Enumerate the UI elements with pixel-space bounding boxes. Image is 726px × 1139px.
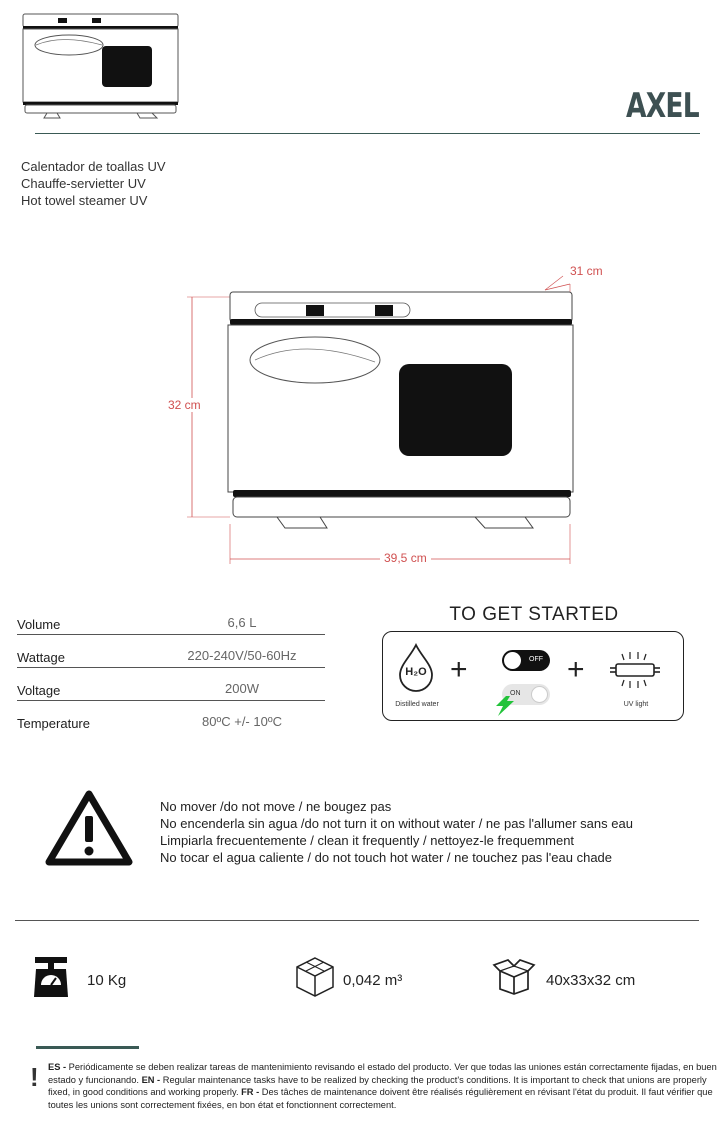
spec-row-temperature bbox=[17, 710, 325, 733]
spec-row-wattage bbox=[17, 644, 325, 668]
uv-label: UV light bbox=[623, 701, 649, 708]
spec-value: 80ºC +/- 10ºC bbox=[202, 714, 282, 729]
dimension-depth: 31 cm bbox=[570, 264, 603, 278]
notice-es-text: Periódicamente se deben realizar tareas de mantenimiento revisando el estado del producto. Ver que todas las uniones están correctamente fijadas, en buen estado y funcionando. bbox=[48, 1062, 717, 1085]
spec-label: Voltage bbox=[17, 683, 61, 698]
product-name-en: Hot towel steamer UV bbox=[21, 193, 148, 208]
notice-en-tag: EN - bbox=[141, 1074, 161, 1085]
plus-sign: + bbox=[450, 653, 468, 686]
notice-en-text: Regular maintenance tasks have to be realized by checking the product's conditions. It is important to check that unions are properly fixed, in good conditions and working properly. bbox=[48, 1074, 707, 1097]
product-names bbox=[21, 158, 166, 209]
warning-list bbox=[160, 798, 633, 866]
warning-item: No tocar el agua caliente / do not touch hot water / ne touchez pas l'eau chade bbox=[160, 850, 613, 865]
brand-logo: AXEL bbox=[626, 86, 699, 126]
dimension-height: 32 cm bbox=[168, 398, 201, 412]
dimension-width: 39,5 cm bbox=[380, 551, 431, 565]
toggle-off-icon bbox=[502, 650, 550, 671]
warning-item: No mover /do not move / ne bougez pas bbox=[160, 799, 392, 814]
product-drawing bbox=[185, 262, 595, 572]
exclamation-icon: ! bbox=[30, 1062, 39, 1092]
toggle-off-label: OFF bbox=[529, 656, 543, 663]
water-formula: H₂O bbox=[405, 666, 427, 678]
top-divider bbox=[35, 133, 700, 134]
spec-value: 6,6 L bbox=[227, 615, 257, 630]
warning-triangle-icon bbox=[44, 788, 134, 868]
notice-fr-tag: FR - bbox=[241, 1087, 260, 1097]
product-name-fr: Chauffe-servietter UV bbox=[21, 176, 146, 191]
warning-item: Limpiarla frecuentemente / clean it frequently / nettoyez-le frequemment bbox=[160, 833, 575, 848]
weight-scale-icon bbox=[32, 955, 70, 999]
spec-value: 220-240V/50-60Hz bbox=[187, 648, 297, 663]
spec-row-volume bbox=[17, 611, 325, 635]
weight-value: 10 Kg bbox=[87, 972, 127, 989]
spec-row-voltage bbox=[17, 677, 325, 701]
notice-fr-text: Des tâches de maintenance doivent être réalisés régulièrement en révisant l'état du produit. Il faut vérifier que toutes les unions sont correctement fixées, en bon état et fonctionnent correctement. bbox=[48, 1087, 713, 1110]
spec-value: 200W bbox=[225, 681, 259, 696]
product-name-es: Calentador de toallas UV bbox=[21, 159, 166, 174]
box-dimensions-value: 40x33x32 cm bbox=[546, 972, 636, 989]
maintenance-notice bbox=[48, 1061, 723, 1111]
middle-divider bbox=[15, 920, 699, 921]
green-arrow-icon bbox=[492, 694, 516, 718]
spec-label: Volume bbox=[17, 617, 61, 632]
bottom-accent-rule bbox=[36, 1046, 139, 1049]
water-label: Distilled water bbox=[395, 701, 439, 708]
product-thumbnail bbox=[22, 12, 182, 124]
plus-sign: + bbox=[567, 653, 585, 686]
volume-value: 0,042 m³ bbox=[343, 972, 403, 989]
spec-label: Wattage bbox=[17, 650, 65, 665]
open-box-icon bbox=[492, 957, 536, 995]
cube-icon bbox=[294, 956, 336, 998]
spec-label: Temperature bbox=[17, 716, 90, 731]
notice-es-tag: ES - bbox=[48, 1062, 67, 1072]
uv-lamp-icon bbox=[608, 650, 664, 690]
toggle-on-label: ON bbox=[510, 690, 521, 697]
get-started-title: TO GET STARTED bbox=[449, 604, 619, 625]
warning-item: No encenderla sin agua /do not turn it on without water / ne pas l'allumer sans eau bbox=[160, 816, 633, 831]
